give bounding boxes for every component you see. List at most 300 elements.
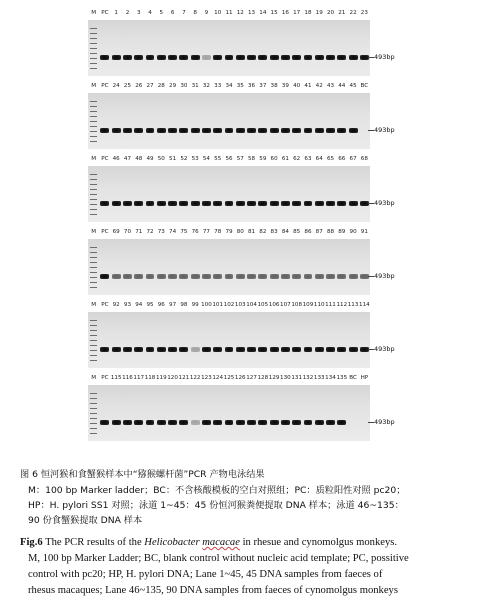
lane-label: PC [101,302,109,308]
caption-en-genus: Helicobacter [144,537,200,548]
ladder-band [90,101,97,102]
lane-label: 132 [302,375,314,381]
lane-label: 26 [135,83,143,89]
lane-label: 72 [146,229,154,235]
pcr-band [100,201,109,206]
pcr-band [202,347,211,352]
ladder-band [90,33,97,34]
lane-label: 107 [280,302,291,308]
pcr-band [315,420,324,425]
pcr-band [270,420,279,425]
pcr-band [304,347,313,352]
ladder-band [90,355,97,356]
lane-label: 104 [246,302,257,308]
lane-label: 14 [259,10,267,16]
lane-label: 96 [157,302,165,308]
lane-label: 85 [293,229,301,235]
lane-label: 75 [180,229,188,235]
lane-label: 79 [225,229,233,235]
ladder-band [90,141,97,142]
lane-label: M [91,302,97,308]
lane-label: 64 [315,156,323,162]
pcr-band [258,201,267,206]
pcr-band [157,201,166,206]
lane-label: 83 [270,229,278,235]
pcr-band [123,420,132,425]
pcr-band [157,128,166,133]
lane-label: 59 [259,156,267,162]
pcr-band [270,347,279,352]
lane-label: 31 [191,83,199,89]
caption-cn-line-2: HP：H. pylori SS1 对照；泳道 1~45：45 份恒河猴粪便提取 DNA 样本；泳道 46~135： [28,500,404,511]
pcr-band [202,420,211,425]
lane-label: 86 [304,229,312,235]
pcr-band [258,274,267,279]
lane-label: BC [349,375,357,381]
pcr-band [258,55,267,60]
lane-label: 131 [291,375,303,381]
lane-label: PC [101,156,109,162]
ladder-band [90,325,97,326]
ladder-band [90,189,97,190]
lane-label: 87 [315,229,323,235]
lane-label: 103 [234,302,246,308]
caption-cn-line-1: M：100 bp Marker ladder；BC：不含核酸模板的空白对照组；PC：质粒阳性对照 pc20； [28,485,406,496]
pcr-band [281,274,290,279]
ladder-band [90,287,97,288]
pcr-band [258,420,267,425]
pcr-band [236,347,245,352]
lane-label: M [91,375,97,381]
lane-label: 54 [202,156,210,162]
pcr-band [337,274,346,279]
pcr-band [112,55,121,60]
pcr-band [304,201,313,206]
caption-en-fig-label: Fig.6 [20,537,43,548]
pcr-band [168,128,177,133]
lane-label: M [91,83,97,89]
pcr-band [146,55,155,60]
pcr-band [270,274,279,279]
ladder-band [90,204,97,205]
pcr-band [349,55,358,60]
gel-panel [88,385,370,441]
lane-label: M [91,10,97,16]
pcr-band [326,55,335,60]
lane-label: 19 [315,10,323,16]
lane-label: 60 [270,156,278,162]
lane-label: HP [360,375,369,381]
ladder-band [90,174,97,175]
pcr-band [225,274,234,279]
ladder-band [90,199,97,200]
pcr-band [315,274,324,279]
pcr-band [337,128,346,133]
lane-label: 30 [180,83,188,89]
ladder-band [90,131,97,132]
pcr-band [202,201,211,206]
ladder-band [90,116,97,117]
pcr-band [326,128,335,133]
ladder-band [90,433,97,434]
lane-label: PC [101,375,109,381]
pcr-band [247,274,256,279]
pcr-band [168,201,177,206]
ladder-band [90,121,97,122]
lane-label: 71 [135,229,143,235]
lane-label: 36 [247,83,256,89]
lane-label: 6 [170,10,175,16]
lane-label: 5 [159,10,164,16]
lane-label: PC [101,83,109,89]
pcr-band [213,55,222,60]
pcr-band [202,128,211,133]
lane-label: 53 [191,156,199,162]
caption-cn-line-3: 90 份食蟹猴提取 DNA 样本 [28,515,143,526]
pcr-band [100,347,109,352]
pcr-band [315,201,324,206]
ladder-band [90,247,97,248]
pcr-band [315,347,324,352]
pcr-band [123,128,132,133]
pcr-band [123,201,132,206]
lane-label: 24 [112,83,120,89]
lane-label: 117 [133,375,145,381]
pcr-band [112,274,121,279]
lane-label: 7 [182,10,186,16]
ladder-band [90,413,97,414]
pcr-band [281,347,290,352]
pcr-band [213,201,222,206]
lane-label: 45 [349,83,357,89]
lane-label: 35 [236,83,244,89]
lane-label: 110 [313,302,325,308]
pcr-band [247,420,256,425]
ladder-band [90,423,97,424]
lane-label: 52 [180,156,188,162]
pcr-band [326,201,335,206]
lane-label: 111 [325,302,336,308]
lane-label: 118 [144,375,156,381]
pcr-band [100,274,109,279]
pcr-band [337,420,346,425]
pcr-band [349,128,358,133]
ladder-band [90,257,97,258]
pcr-band [304,55,313,60]
lane-label: 67 [349,156,357,162]
pcr-band [168,420,177,425]
ladder-band [90,320,97,321]
lane-label: PC [101,229,109,235]
lane-label: 93 [123,302,132,308]
lane-label: 27 [146,83,154,89]
size-marker-label: 493bp [374,199,395,207]
pcr-band [146,420,155,425]
ladder-band [90,252,97,253]
pcr-band [213,347,222,352]
pcr-band [349,201,358,206]
lane-label: 8 [193,10,197,16]
lane-label: 47 [123,156,132,162]
lane-label: 43 [326,83,335,89]
lane-label: 37 [259,83,267,89]
pcr-band [247,128,256,133]
lane-label: 58 [247,156,256,162]
ladder-band [90,28,97,29]
lane-label: 51 [169,156,177,162]
lane-label: 29 [169,83,177,89]
ladder-band [90,277,97,278]
pcr-band [168,347,177,352]
lane-label: 61 [281,156,289,162]
pcr-band [270,201,279,206]
lane-label: 3 [136,10,141,16]
ladder-band [90,209,97,210]
caption-cn-title: 图 6 恒河猴和食蟹猴样本中“猕猴螺杆菌”PCR 产物电泳结果 [20,469,265,480]
pcr-band [258,128,267,133]
ladder-band [90,262,97,263]
lane-label: 55 [214,156,222,162]
ladder-band [90,38,97,39]
lane-label: 9 [204,10,209,16]
lane-label: 74 [169,229,177,235]
lane-label: 1 [114,10,118,16]
ladder-band [90,43,97,44]
lane-label: 28 [157,83,165,89]
lane-label: 44 [338,83,346,89]
lane-label: 34 [225,83,233,89]
lane-label: 40 [293,83,301,89]
caption-en-title-a: The PCR results of the [42,537,145,548]
pcr-band [134,420,143,425]
pcr-band [213,274,222,279]
lane-label: 129 [268,375,280,381]
pcr-band [270,55,279,60]
lane-label: 16 [281,10,289,16]
size-marker-label: 493bp [374,418,395,426]
lane-label: 101 [212,302,224,308]
lane-label: 94 [135,302,143,308]
pcr-band [179,201,188,206]
ladder-band [90,350,97,351]
lane-label: 127 [246,375,257,381]
lane-label: 97 [169,302,177,308]
pcr-band [337,347,346,352]
lane-label: 4 [148,10,152,16]
pcr-band [179,274,188,279]
lane-label: 76 [191,229,199,235]
lane-label: 20 [326,10,335,16]
pcr-band [236,420,245,425]
lane-label: 38 [270,83,278,89]
pcr-band [123,347,132,352]
lane-label: 116 [122,375,133,381]
lane-label: 128 [257,375,269,381]
pcr-band [236,128,245,133]
pcr-band [179,128,188,133]
lane-label: 126 [234,375,246,381]
lane-label: 125 [223,375,235,381]
lane-label: 73 [157,229,165,235]
lane-label: 70 [123,229,132,235]
lane-label: 18 [304,10,312,16]
lane-label: 123 [201,375,212,381]
ladder-band [90,126,97,127]
pcr-band [247,347,256,352]
lane-label: 112 [336,302,348,308]
pcr-band [292,274,301,279]
lane-label: 84 [281,229,289,235]
lane-label: 2 [125,10,130,16]
gel-panel [88,312,370,368]
pcr-band [134,274,143,279]
pcr-band [168,274,177,279]
pcr-band [304,274,313,279]
lane-label: 95 [146,302,154,308]
pcr-band [146,128,155,133]
ladder-band [90,111,97,112]
lane-label: 98 [180,302,188,308]
pcr-band [179,420,188,425]
ladder-band [90,330,97,331]
pcr-band [213,128,222,133]
lane-label: 121 [178,375,190,381]
pcr-band [134,347,143,352]
lane-label: 115 [110,375,122,381]
pcr-band [146,201,155,206]
pcr-band [112,420,121,425]
lane-label: 33 [214,83,222,89]
lane-label: 56 [225,156,233,162]
lane-label: 25 [123,83,132,89]
pcr-band [281,201,290,206]
lane-label: 91 [360,229,368,235]
lane-label: PC [101,10,109,16]
pcr-band [326,420,335,425]
gel-panel [88,166,370,222]
lane-label: 90 [349,229,357,235]
gel-panel [88,239,370,295]
pcr-band [292,420,301,425]
pcr-band [179,55,188,60]
ladder-band [90,267,97,268]
lane-label: 50 [157,156,165,162]
lane-label: 11 [225,10,233,16]
caption-en-title [20,536,397,549]
pcr-band [292,128,301,133]
pcr-band [292,201,301,206]
ladder-band [90,53,97,54]
lane-label: 113 [347,302,359,308]
lane-label: 114 [359,302,370,308]
lane-label: 119 [155,375,167,381]
lane-label: 66 [338,156,346,162]
lane-label: 105 [257,302,269,308]
lane-label: 88 [326,229,335,235]
lane-label: 32 [202,83,210,89]
pcr-band [304,420,313,425]
pcr-band [304,128,313,133]
lane-label: BC [360,83,369,89]
ladder-band [90,194,97,195]
lane-label: 69 [112,229,120,235]
pcr-band [179,347,188,352]
pcr-band [270,128,279,133]
ladder-band [90,184,97,185]
ladder-band [90,68,97,69]
lane-label: 65 [326,156,335,162]
pcr-band [236,55,245,60]
lane-label: 49 [146,156,154,162]
ladder-band [90,63,97,64]
pcr-band [112,201,121,206]
lane-label: 21 [338,10,346,16]
lane-label: 106 [268,302,280,308]
caption-en-line-2: control with pc20; HP, H. pylori DNA; Lane 1~45, 45 DNA samples from faeces of [28,569,383,580]
ladder-band [90,393,97,394]
pcr-band [247,55,256,60]
gel-panel [88,93,370,149]
lane-label: 124 [212,375,224,381]
lane-label: 130 [280,375,291,381]
pcr-band [326,274,335,279]
pcr-band [191,347,200,352]
size-marker-label: 493bp [374,345,395,353]
caption-en-title-b: in rhesue and cynomolgus monkeys. [239,537,398,548]
pcr-band [100,128,109,133]
lane-label: 63 [304,156,312,162]
ladder-band [90,282,97,283]
pcr-band [247,201,256,206]
ladder-band [90,335,97,336]
lane-label: 109 [302,302,314,308]
ladder-band [90,136,97,137]
pcr-band [202,55,211,60]
ladder-band [90,360,97,361]
pcr-band [202,274,211,279]
lane-label: 22 [349,10,357,16]
lane-label: 57 [236,156,244,162]
pcr-band [112,347,121,352]
pcr-band [225,420,234,425]
ladder-band [90,214,97,215]
caption-en-species: macacae [202,537,240,548]
pcr-band [337,201,346,206]
size-marker-label: 493bp [374,272,395,280]
caption-en-line-3: rhesus macaques; Lane 46~135, 90 DNA samples from faeces of cynomolgus monkeys [28,585,398,596]
pcr-band [146,347,155,352]
ladder-band [90,58,97,59]
pcr-band [191,128,200,133]
pcr-band [281,128,290,133]
ladder-band [90,179,97,180]
lane-label: 108 [291,302,303,308]
pcr-band [191,420,200,425]
pcr-band [258,347,267,352]
lane-label: 99 [191,302,199,308]
pcr-band [134,201,143,206]
size-marker-label: 493bp [374,53,395,61]
ladder-band [90,403,97,404]
lane-label: 13 [247,10,256,16]
lane-label: 48 [135,156,143,162]
lane-label: 92 [112,302,120,308]
lane-label: 15 [270,10,278,16]
pcr-band [281,420,290,425]
ladder-band [90,48,97,49]
pcr-band [157,420,166,425]
lane-label: 10 [214,10,222,16]
